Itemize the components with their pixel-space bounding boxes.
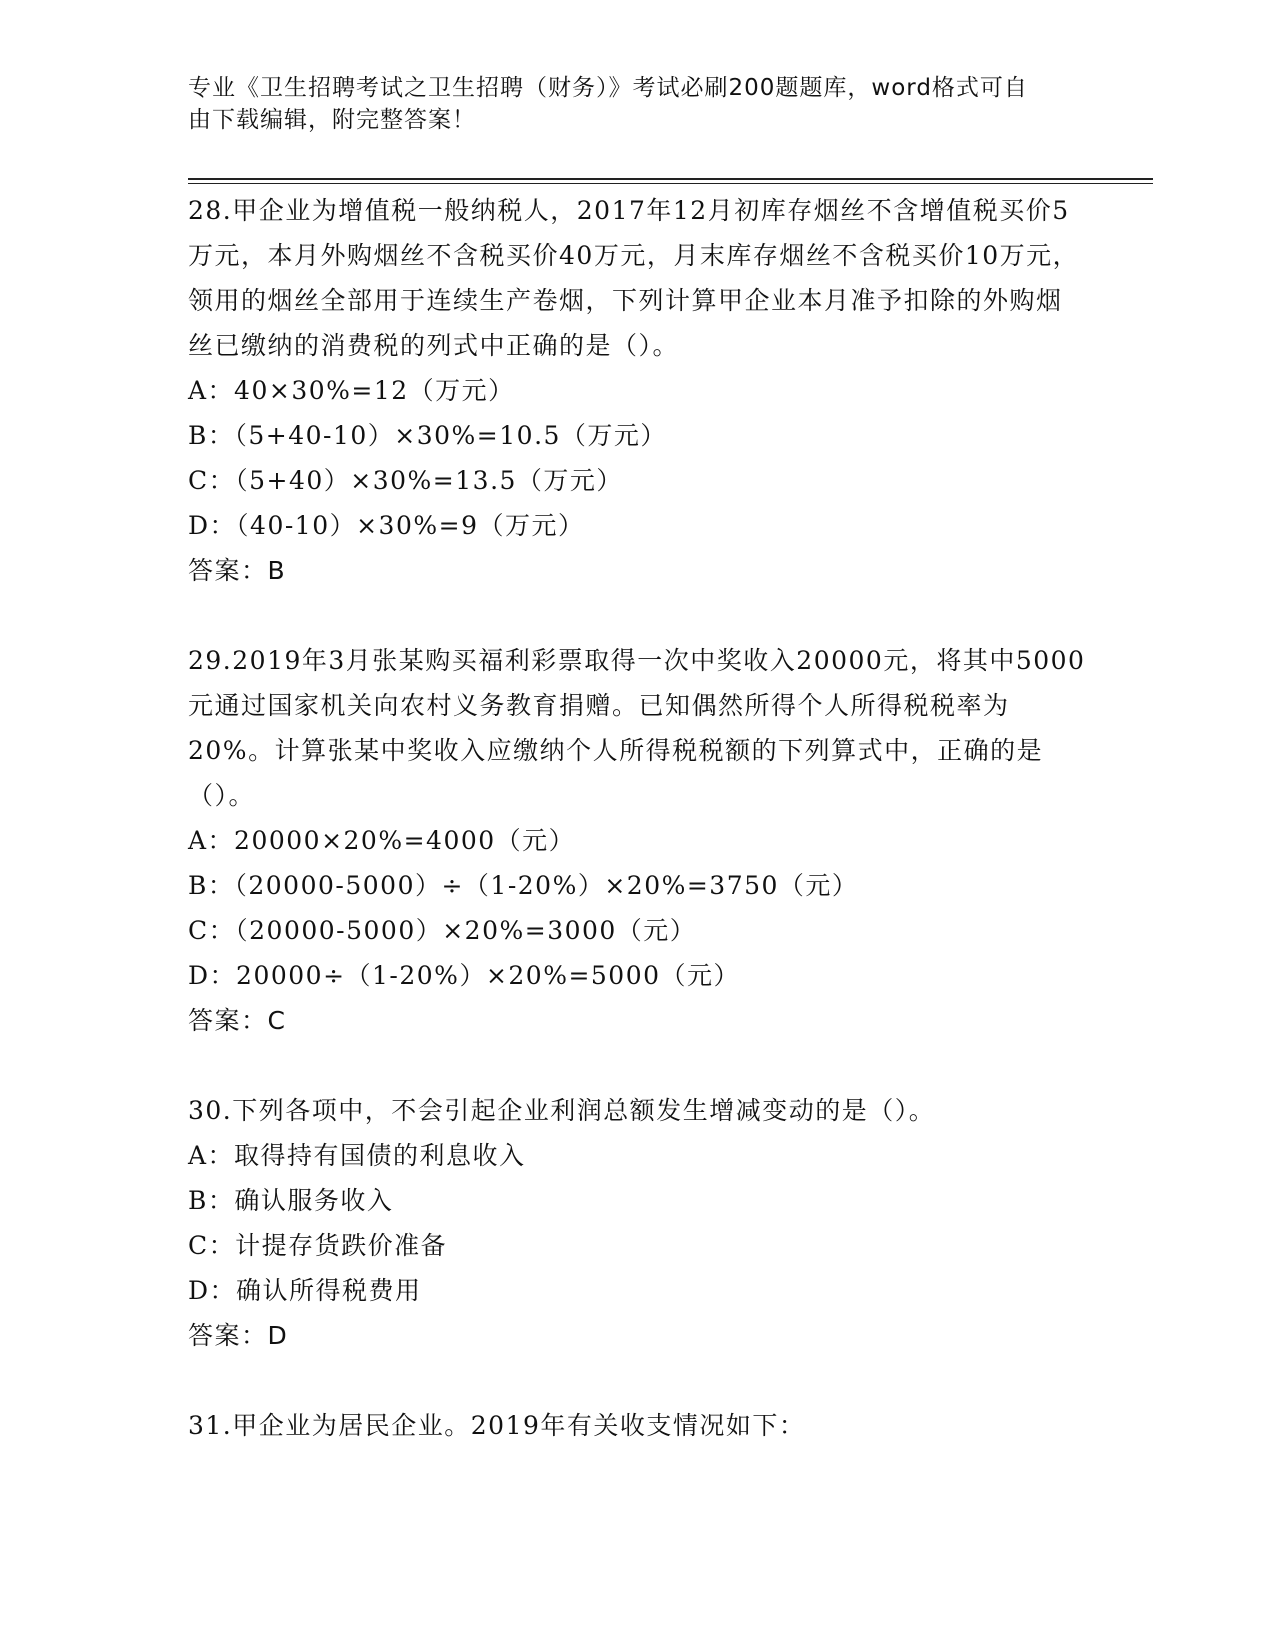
- question-30: [188, 1088, 1088, 1358]
- option-c: C：（20000-5000）×20%=3000（元）: [188, 916, 697, 945]
- question-stem: 30.下列各项中，不会引起企业利润总额发生增减变动的是（）。: [188, 1096, 936, 1125]
- option-d: D：20000÷（1-20%）×20%=5000（元）: [188, 961, 741, 990]
- question-list: [188, 188, 1088, 1493]
- option-b: B：（5+40-10）×30%=10.5（万元）: [188, 421, 667, 450]
- option-d: D：确认所得税费用: [188, 1276, 422, 1305]
- question-29: [188, 638, 1088, 1043]
- question-stem: 29.2019年3月张某购买福利彩票取得一次中奖收入20000元，将其中5000元通过国家机关向农村义务教育捐赠。已知偶然所得个人所得税税率为20%。计算张某中奖收入应缴纳个人所得税税额的下列算式中，正确的是（）。: [188, 646, 1086, 810]
- option-a: A：40×30%=12（万元）: [188, 376, 515, 405]
- option-c: C：（5+40）×30%=13.5（万元）: [188, 466, 623, 495]
- option-b: B：（20000-5000）÷（1-20%）×20%=3750（元）: [188, 871, 859, 900]
- header-line-1: 专业《卫生招聘考试之卫生招聘（财务）》考试必刷200题题库，word格式可自: [188, 75, 1028, 101]
- option-d: D：（40-10）×30%=9（万元）: [188, 511, 585, 540]
- option-a: A：取得持有国债的利息收入: [188, 1141, 526, 1170]
- answer: 答案：C: [188, 1006, 287, 1035]
- question-28: [188, 188, 1088, 593]
- header-rule-thick: [188, 178, 1153, 180]
- header-line-2: 由下载编辑，附完整答案！: [188, 107, 476, 133]
- question-stem: 31.甲企业为居民企业。2019年有关收支情况如下：: [188, 1411, 806, 1440]
- header-rule-thin: [188, 183, 1153, 184]
- question-stem: 28.甲企业为增值税一般纳税人，2017年12月初库存烟丝不含增值税买价5万元，本月外购烟丝不含税买价40万元，月末库存烟丝不含税买价10万元，领用的烟丝全部用于连续生产卷烟，下列计算甲企业本月准予扣除的外购烟丝已缴纳的消费税的列式中正确的是（）。: [188, 196, 1080, 360]
- option-a: A：20000×20%=4000（元）: [188, 826, 576, 855]
- option-b: B：确认服务收入: [188, 1186, 394, 1215]
- question-31: [188, 1403, 1088, 1448]
- page-header: [188, 72, 1068, 136]
- answer: 答案：D: [188, 1321, 289, 1350]
- option-c: C：计提存货跌价准备: [188, 1231, 448, 1260]
- answer: 答案：B: [188, 556, 287, 585]
